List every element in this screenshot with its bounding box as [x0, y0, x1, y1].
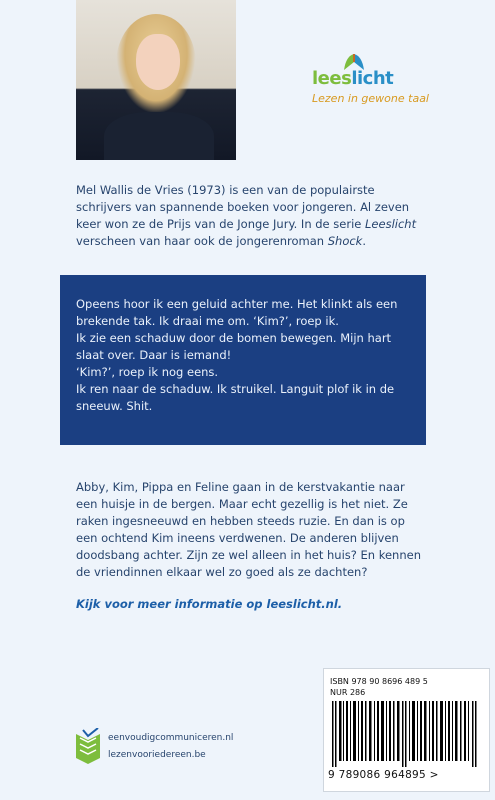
author-bio [76, 182, 426, 250]
publisher-url-2[interactable]: lezenvooriedereen.be [108, 750, 206, 760]
excerpt-text [76, 296, 421, 415]
leeslicht-logo [312, 52, 462, 112]
logo-tagline: Lezen in gewone taal [312, 92, 429, 105]
barcode-panel [323, 668, 490, 792]
excerpt-paragraph: Opeens hoor ik een geluid achter me. Het klinkt als een brekende tak. Ik draai me om. ‘Kim?’, roep ik. [76, 297, 398, 328]
excerpt-paragraph: ‘Kim?’, roep ik nog eens. [76, 365, 219, 379]
logo-wordmark [312, 68, 393, 89]
logo-word-part1: lees [312, 68, 352, 89]
bio-text-before: Mel Wallis de Vries (1973) is een van de populairste schrijvers van spannende boeken voor jongeren. Al zeven keer won ze de Prijs van de Jonge Jury. In de serie [76, 183, 410, 231]
excerpt-paragraph: Ik ren naar de schaduw. Ik struikel. Languit plof ik in de sneeuw. Shit. [76, 382, 395, 413]
excerpt-paragraph: Ik zie een schaduw door de bomen bewegen. Mijn hart slaat over. Daar is iemand! [76, 331, 392, 362]
bio-series: Leeslicht [365, 217, 417, 231]
nur-text: NUR 286 [330, 688, 366, 697]
publisher-url-1[interactable]: eenvoudigcommuniceren.nl [108, 733, 234, 743]
bio-novel: Shock [327, 234, 363, 248]
publisher-info [76, 728, 276, 768]
author-photo [76, 0, 236, 160]
bio-text-middle: verscheen van haar ook de jongerenroman [76, 234, 328, 248]
book-check-icon [76, 728, 100, 764]
story-blurb: Abby, Kim, Pippa en Feline gaan in de kerstvakantie naar een huisje in de bergen. Maar echt gezellig is het niet. Ze raken ingesneeuwd en hebben steeds ruzie. En dan is op een ochtend Kim ineens verdwenen. De anderen blijven doodsbang achter. Zijn ze wel alleen in het huis? En kennen de vriendinnen elkaar wel zo goed als ze dachten? [76, 480, 421, 579]
isbn-text: ISBN 978 90 8696 489 5 [330, 677, 428, 686]
more-info-link[interactable]: Kijk voor meer informatie op leeslicht.nl. [76, 597, 343, 611]
bio-text-after: . [362, 234, 366, 248]
logo-word-part2: licht [351, 68, 394, 89]
barcode-digits: 9 789086 964895 > [328, 769, 439, 781]
barcode-image [330, 701, 480, 767]
